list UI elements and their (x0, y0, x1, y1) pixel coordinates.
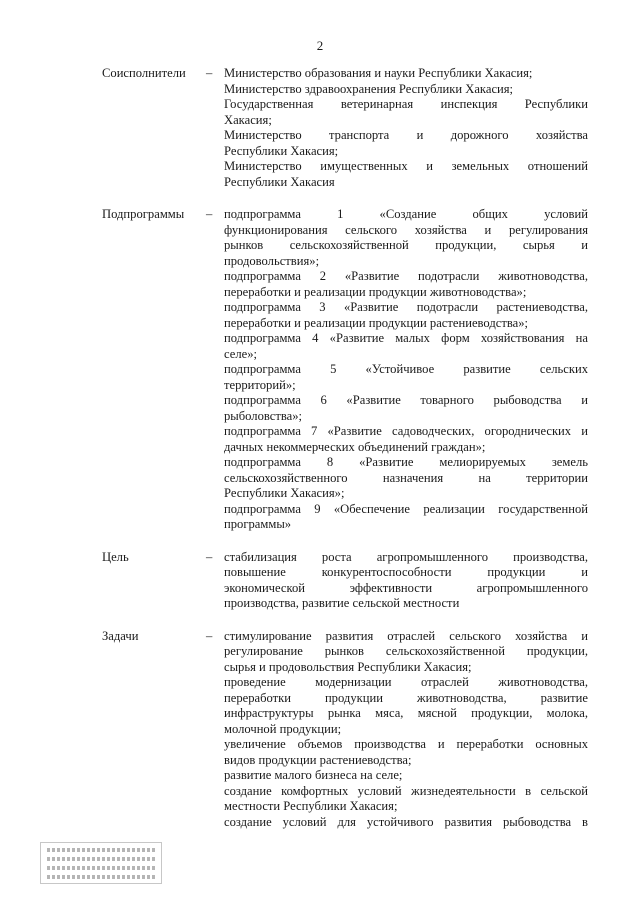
text-line: Министерство здравоохранения Республики Хакасия; (224, 81, 514, 96)
section-body (224, 629, 588, 831)
text-line: проведение модернизации отраслей животноводства, (224, 675, 588, 689)
text-line: экономической эффективности агропромышленного (224, 580, 588, 595)
text-line: развитие малого бизнеса на селе; (224, 768, 403, 782)
text-line: подпрограмма 5 «Устойчивое развитие сельских (224, 362, 588, 376)
dash: – (206, 207, 213, 221)
text-line: Министерство имущественных и земельных отношений (224, 159, 588, 173)
text-line: программы» (224, 517, 292, 531)
text-line: дачных некоммерческих объединений граждан»; (224, 439, 486, 454)
text-line: переработки и реализации продукции растениеводства»; (224, 315, 528, 330)
section-body (224, 66, 588, 190)
text-line: местности Республики Хакасия; (224, 799, 398, 813)
text-line: создание условий для устойчивого развития рыбоводства в (224, 814, 588, 829)
text-line: повышение конкурентоспособности продукции и (224, 565, 588, 579)
text-line: Республики Хакасия»; (224, 486, 345, 500)
text-line: подпрограмма 8 «Развитие мелиорируемых земель (224, 455, 588, 469)
text-line: продовольствия»; (224, 253, 320, 268)
section-coexecutors (102, 66, 588, 190)
text-line: создание комфортных условий жизнедеятельности в сельской (224, 783, 588, 798)
text-line: производства, развитие сельской местности (224, 596, 460, 610)
text-line: увеличение объемов производства и переработки основных (224, 737, 588, 751)
text-line: Хакасия; (224, 112, 272, 127)
stamp-line (47, 875, 155, 879)
section-label: Соисполнители (102, 66, 186, 80)
text-line: подпрограмма 6 «Развитие товарного рыбоводства и (224, 393, 588, 407)
text-line: переработки продукции животноводства, развитие (224, 690, 588, 705)
section-subprograms (102, 207, 588, 533)
stamp-line (47, 857, 155, 861)
passport-table (102, 66, 588, 847)
text-line: стимулирование развития отраслей сельского хозяйства и (224, 628, 588, 643)
dash: – (206, 628, 213, 643)
text-line: регулирование рынков сельскохозяйственной продукции, (224, 644, 588, 658)
text-line: Республики Хакасия; (224, 143, 339, 158)
section-tasks (102, 629, 588, 831)
text-line: Республики Хакасия (224, 174, 335, 189)
text-line: Государственная ветеринарная инспекция Республики (224, 97, 588, 111)
stamp-line (47, 866, 155, 870)
section-body (224, 207, 588, 533)
text-line: инфраструктуры рынка мяса, мясной продукции, молока, (224, 706, 588, 720)
text-line: функционирования сельского хозяйства и регулирования (224, 222, 588, 237)
text-line: рынков сельскохозяйственной продукции, сырья и (224, 238, 588, 252)
stamp-line (47, 848, 155, 852)
section-body (224, 550, 588, 612)
text-line: селе»; (224, 346, 258, 361)
text-line: подпрограмма 4 «Развитие малых форм хозяйствования на (224, 331, 588, 345)
text-line: сырья и продовольствия Республики Хакасия; (224, 659, 472, 674)
text-line: территорий»; (224, 377, 296, 392)
text-line: подпрограмма 9 «Обеспечение реализации государственной (224, 501, 588, 516)
section-label: Подпрограммы (102, 207, 185, 221)
text-line: Министерство образования и науки Республики Хакасия; (224, 66, 533, 80)
text-line: Министерство транспорта и дорожного хозяйства (224, 128, 588, 142)
section-label: Цель (102, 549, 129, 564)
text-line: рыболовства»; (224, 408, 303, 423)
text-line: видов продукции растениеводства; (224, 752, 412, 767)
text-line: стабилизация роста агропромышленного производства, (224, 549, 588, 564)
text-line: молочной продукции; (224, 721, 342, 736)
text-line: подпрограмма 2 «Развитие подотрасли животноводства, (224, 269, 588, 283)
text-line: подпрограмма 3 «Развитие подотрасли растениеводства, (224, 300, 588, 314)
text-line: сельскохозяйственного назначения на территории (224, 470, 588, 485)
dash: – (206, 549, 213, 564)
text-line: переработки и реализации продукции животноводства»; (224, 284, 527, 299)
dash: – (206, 66, 213, 80)
section-label: Задачи (102, 628, 139, 643)
page-number: 2 (316, 38, 324, 53)
text-line: подпрограмма 7 «Развитие садоводческих, огороднических и (224, 424, 588, 438)
document-stamp (40, 842, 162, 884)
section-goal (102, 550, 588, 612)
text-line: подпрограмма 1 «Создание общих условий (224, 207, 588, 221)
